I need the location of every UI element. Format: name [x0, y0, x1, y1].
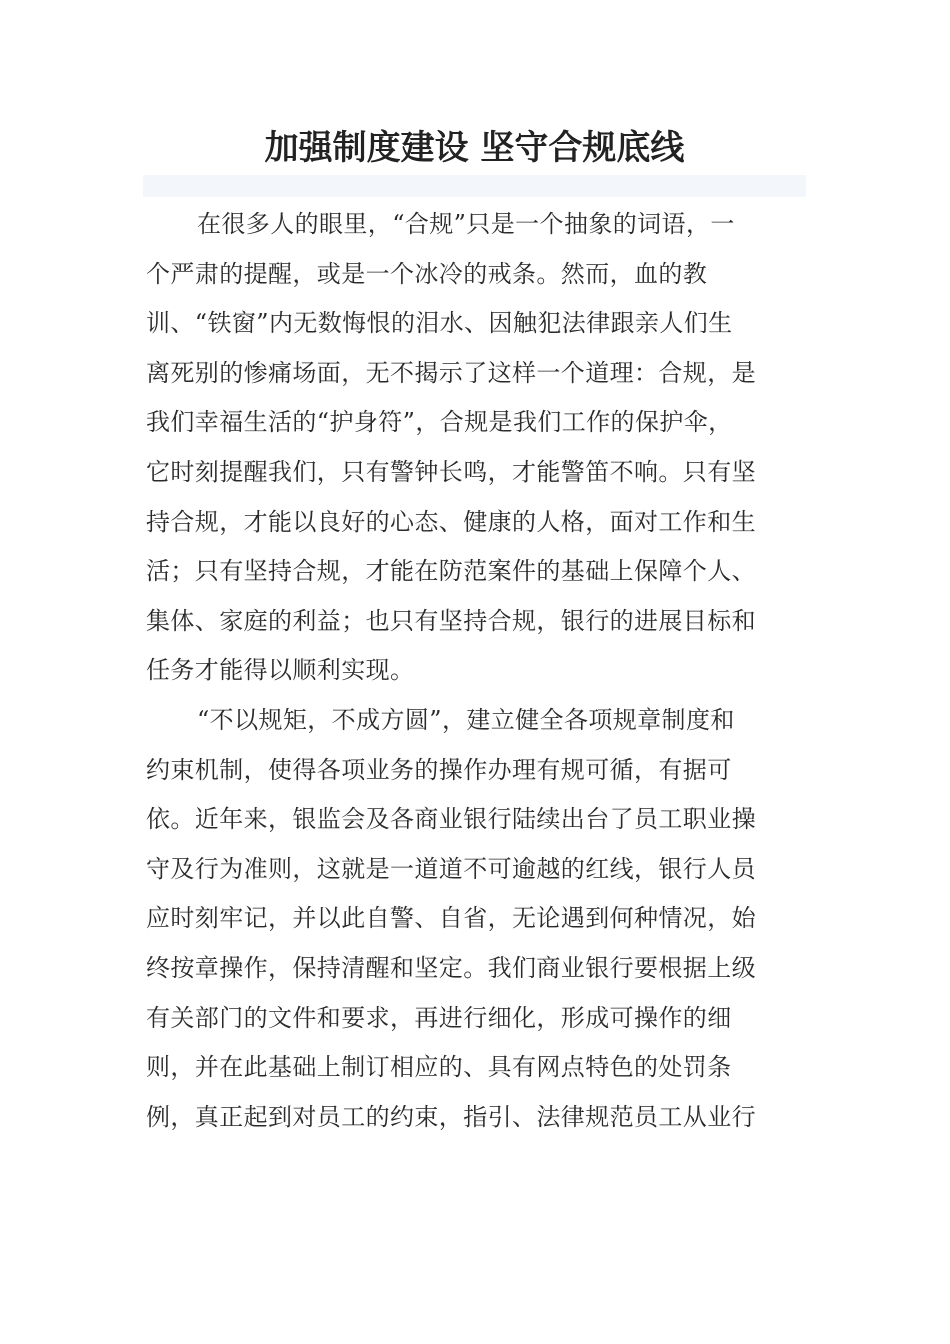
paragraph-line: 则，并在此基础上制订相应的、具有网点特色的处罚条: [146, 1053, 732, 1082]
paragraph-line: 应时刻牢记，并以此自警、自省，无论遇到何种情况，始: [146, 904, 756, 933]
paragraph-line: 个严肃的提醒，或是一个冰冷的戒条。然而，血的教: [146, 259, 708, 288]
paragraph-line: 有关部门的文件和要求，再进行细化，形成可操作的细: [146, 1003, 732, 1032]
paragraph-line: 守及行为准则，这就是一道道不可逾越的红线，银行人员: [146, 854, 756, 883]
body-text: [146, 200, 786, 1142]
paragraph-line: 持合规，才能以良好的心态、健康的人格，面对工作和生: [146, 507, 756, 536]
paragraph-line: 训、“铁窗”内无数悔恨的泪水、因触犯法律跟亲人们生: [146, 309, 733, 338]
paragraph-line: 它时刻提醒我们，只有警钟长鸣，才能警笛不响。只有坚: [146, 457, 756, 486]
paragraph-line: 集体、家庭的利益；也只有坚持合规，银行的进展目标和: [146, 606, 756, 635]
page-title: 加强制度建设 坚守合规底线: [264, 128, 685, 168]
paragraph-line: 离死别的惨痛场面，无不揭示了这样一个道理：合规，是: [146, 358, 756, 387]
paragraph-1: [146, 200, 786, 696]
paragraph-2: [146, 696, 786, 1142]
paragraph-line: 我们幸福生活的“护身符”，合规是我们工作的保护伞，: [146, 408, 733, 437]
paragraph-line: 约束机制，使得各项业务的操作办理有规可循，有据可: [146, 755, 732, 784]
title-underline-band: [143, 175, 806, 197]
paragraph-line: 依。近年来，银监会及各商业银行陆续出台了员工职业操: [146, 805, 756, 834]
paragraph-line: 例，真正起到对员工的约束，指引、法律规范员工从业行: [146, 1102, 756, 1131]
paragraph-line: 活；只有坚持合规，才能在防范案件的基础上保障个人、: [146, 557, 756, 586]
paragraph-line: “不以规矩，不成方圆”，建立健全各项规章制度和: [197, 705, 735, 734]
paragraph-line: 任务才能得以顺利实现。: [146, 656, 415, 685]
paragraph-line: 在很多人的眼里，“合规”只是一个抽象的词语，一: [197, 210, 735, 238]
paragraph-line: 终按章操作，保持清醒和坚定。我们商业银行要根据上级: [146, 953, 756, 982]
